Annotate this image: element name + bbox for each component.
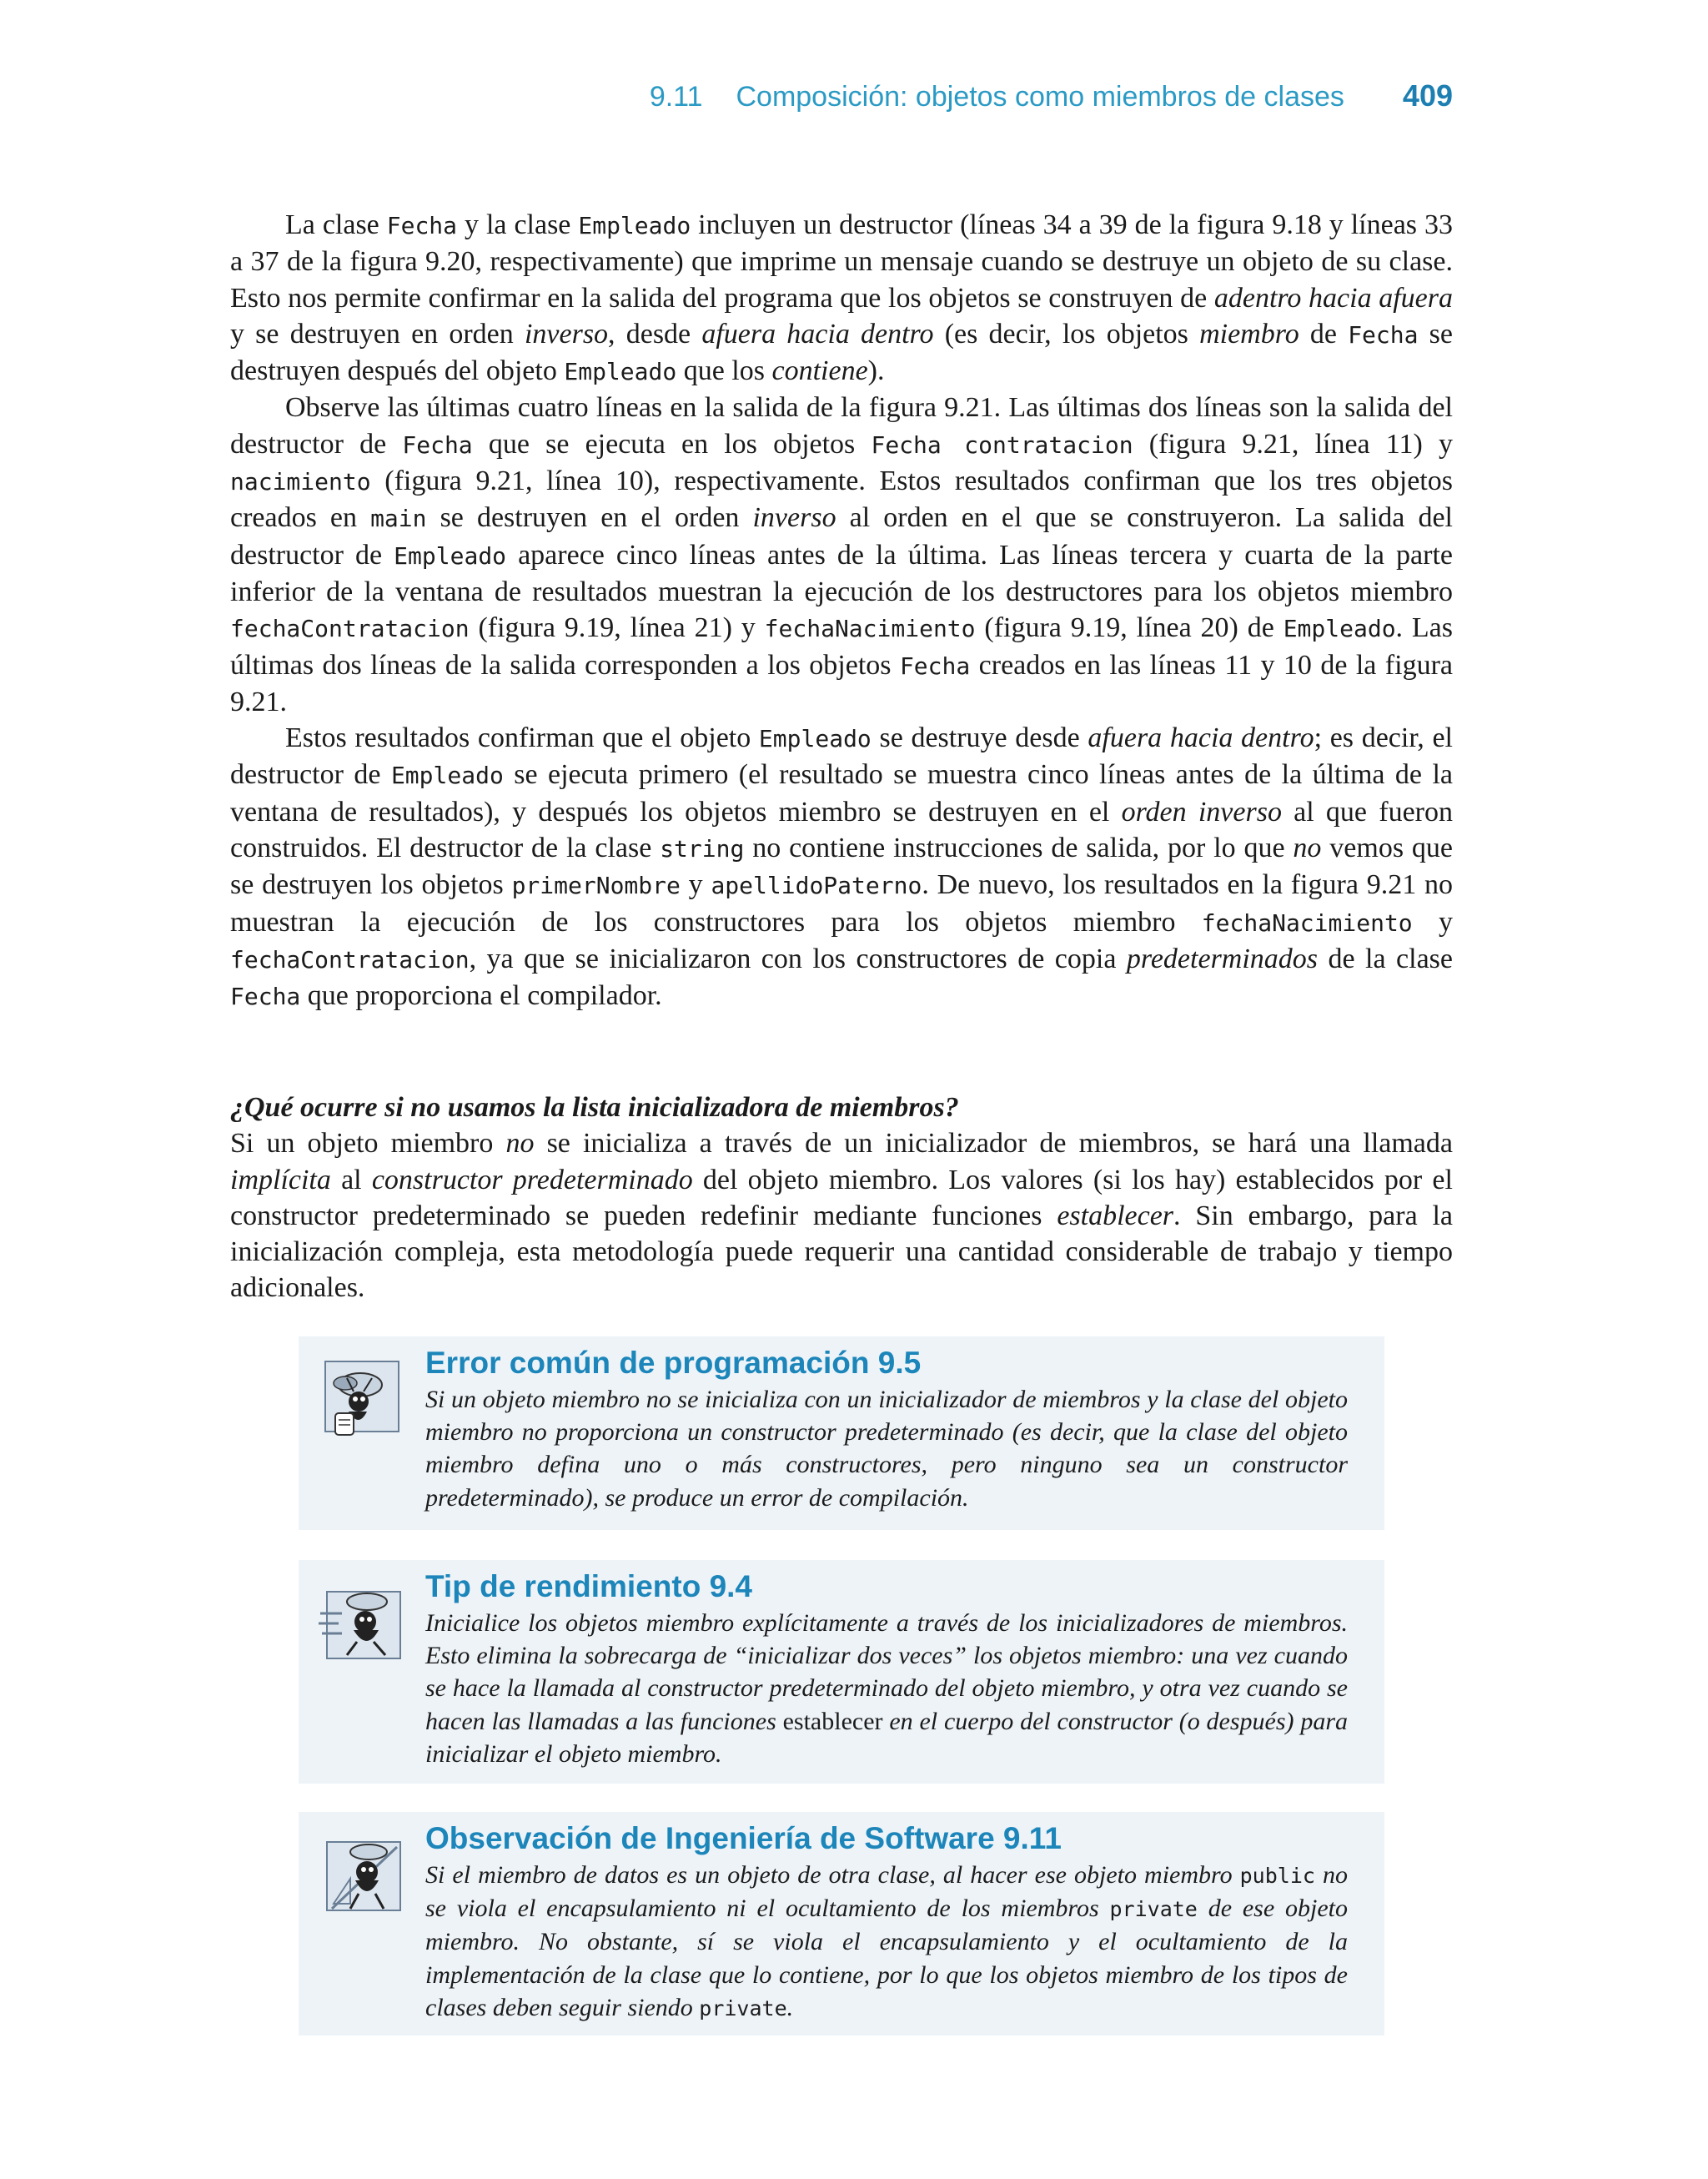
text-run: Observe las últimas cuatro líneas en la salida de la figura 9.21. Las últimas dos líneas son la salida del destructor de: [230, 392, 1453, 460]
emphasis: contiene: [771, 355, 868, 387]
text-run: no se viola el encapsulamiento ni el ocultamiento de los miembros: [425, 1861, 1348, 1923]
text-run: aparece cinco líneas antes de la última. Las líneas tercera y cuarta de la parte inferior de la ventana de resultados muestran la ejecución de los destructores para los objetos miembro: [230, 539, 1453, 607]
bug-drafting-icon: [317, 1829, 409, 1920]
code-term: Fecha: [402, 430, 473, 459]
tip-box-common-error: [299, 1336, 1384, 1530]
emphasis: afuera hacia dentro: [701, 318, 934, 350]
text-run: vemos que se destruyen los objetos: [230, 833, 1454, 901]
paragraph: [230, 207, 1453, 390]
tip-title: Tip de rendimiento 9.4: [425, 1569, 753, 1603]
code-term: main: [370, 505, 427, 533]
emphasis: predeterminados: [1126, 943, 1319, 974]
emphasis: adentro hacia afuera: [1213, 282, 1454, 314]
emphasis: inverso: [752, 502, 836, 534]
emphasis: afuera hacia dentro: [1088, 722, 1314, 754]
text-run: al: [330, 1164, 372, 1195]
text-run: creados en las líneas 11 y 10 de la figura 9.21.: [230, 649, 1453, 717]
text-run: Si un objeto miembro: [230, 1128, 506, 1160]
code-term: fechaNacimiento: [1201, 908, 1413, 937]
text-run: . De nuevo, los resultados en la figura 9.21 no muestran la ejecución de los constructores para los objetos miembro: [230, 869, 1453, 938]
code-term: fechaContratacion: [230, 615, 470, 643]
tip-box-software-engineering: [299, 1812, 1384, 2036]
code-term: Fecha: [1348, 320, 1419, 349]
text-run: se destruyen después del objeto: [230, 318, 1453, 387]
text-run: al que fueron construidos. El destructor de la clase: [230, 796, 1453, 864]
text-run: Estos resultados confirman que el objeto: [285, 722, 759, 754]
text-run: y se destruyen en orden: [230, 318, 525, 350]
text-run: Si un objeto miembro no se inicializa con un inicializador de miembros y la clase del objeto miembro no proporciona un constructor predeterminado (es decir, que la clase del objeto miembro defina uno o más constructores, pero ninguno sea un constructor predeterminado), se produce un error de compilación.: [425, 1386, 1348, 1512]
text-run: que se ejecuta en los objetos: [472, 428, 872, 460]
emphasis: inverso: [524, 318, 609, 350]
text-run: (figura 9.21, línea 10), respectivamente. Estos resultados confirman que los tres objetos creados en: [230, 465, 1453, 534]
paragraph: [230, 720, 1453, 1014]
emphasis: miembro: [1199, 318, 1299, 350]
text-run: (figura 9.19, línea 21) y: [469, 612, 765, 644]
code-term: private: [1109, 1897, 1198, 1922]
tip-body: [425, 1859, 1348, 2025]
text-run: y la clase: [457, 209, 579, 240]
text-run: Si el miembro de datos es un objeto de otra clase, al hacer ese objeto miembro: [425, 1861, 1240, 1889]
text-run: de ese objeto miembro. No obstante, sí se viola el encapsulamiento y el ocultamiento de la implementación de la clase que lo contiene, por lo que los objetos miembro de los tipos de clases deben seguir siendo: [425, 1895, 1348, 2021]
text-run: (figura 9.19, línea 20) de: [975, 612, 1284, 644]
code-term: Fecha: [230, 983, 301, 1011]
text-run: (es decir, los objetos: [933, 318, 1200, 350]
bug-thumbs-down-icon: [317, 1353, 409, 1445]
text-run: de la clase: [1318, 943, 1453, 974]
emphasis: no: [505, 1128, 535, 1160]
tip-body: [425, 1607, 1348, 1770]
text-run: ).: [867, 355, 885, 387]
text-run: La clase: [285, 209, 387, 240]
tip-title: Observación de Ingeniería de Software 9.11: [425, 1821, 1062, 1855]
emphasis: orden inverso: [1121, 796, 1282, 828]
emphasis: implícita: [230, 1164, 331, 1195]
code-term: nacimiento: [230, 468, 371, 496]
text-run: . Las últimas dos líneas de la salida corresponden a los objetos: [230, 612, 1453, 681]
text-run: al orden en el que se construyeron. La salida del destructor de: [230, 502, 1453, 571]
code-term: Empleado: [394, 541, 507, 570]
text-run: . Sin embargo, para la inicialización compleja, esta metodología puede requerir una cantidad considerable de trabajo y tiempo adicionales.: [230, 1200, 1454, 1304]
code-term: Empleado: [1283, 615, 1396, 643]
text-run: incluyen un destructor (líneas 34 a 39 de la figura 9.18 y líneas 33 a 37 de la figura 9.20, respectivamente) que imprime un mensaje cuando se destruye un objeto de su clase. Esto nos permite confirmar en la salida del programa que los objetos se construyen de: [230, 209, 1453, 314]
code-term: Empleado: [564, 358, 677, 386]
text-run: ; es decir, el destructor de: [230, 722, 1453, 791]
code-term: apellidoPaterno: [711, 872, 922, 900]
subsection-title: ¿Qué ocurre si no usamos la lista inicializadora de miembros?: [230, 1092, 959, 1123]
code-term: Fecha: [386, 212, 458, 239]
text-run: y: [1412, 906, 1453, 938]
code-term: Fecha: [899, 652, 971, 680]
code-term: Fecha contratacion: [871, 430, 1133, 459]
tip-body: [425, 1383, 1348, 1514]
code-term: Empleado: [390, 762, 504, 790]
upright-term: establecer: [782, 1707, 883, 1735]
text-run: de: [1299, 318, 1349, 350]
text-run: en el cuerpo del constructor (o después) para inicializar el objeto miembro.: [425, 1707, 1348, 1768]
page-number: 409: [1402, 78, 1453, 113]
text-run: se inicializa a través de un inicializador de miembros, se hará una llamada: [534, 1128, 1453, 1160]
section-number: 9.11: [649, 81, 703, 113]
text-run: que los: [676, 355, 772, 387]
main-text: [230, 207, 1453, 1015]
text-run: no contiene instrucciones de salida, por lo que: [744, 833, 1294, 864]
tip-box-performance: [299, 1560, 1384, 1784]
code-term: Empleado: [578, 212, 691, 239]
text-run: .: [786, 1993, 794, 2021]
code-term: string: [660, 835, 745, 863]
paragraph: [230, 390, 1453, 720]
text-run: se destruye desde: [871, 722, 1088, 754]
text-run: del objeto miembro. Los valores (si los hay) establecidos por el constructor predeterminado se pueden redefinir mediante funciones: [230, 1164, 1453, 1231]
running-header: [0, 78, 1453, 113]
code-term: fechaContratacion: [230, 945, 470, 974]
code-term: Empleado: [758, 725, 872, 753]
text-run: (figura 9.21, línea 11) y: [1133, 428, 1454, 460]
tip-title: Error común de programación 9.5: [425, 1346, 922, 1380]
text-run: que proporciona el compilador.: [300, 980, 662, 1012]
code-term: private: [699, 1995, 787, 2020]
code-term: public: [1239, 1864, 1315, 1888]
text-run: se destruyen en el orden: [426, 502, 753, 534]
subsection-body: [230, 1125, 1453, 1306]
text-run: , desde: [608, 318, 702, 350]
emphasis: no: [1293, 833, 1322, 864]
text-run: , ya que se inicializaron con los constructores de copia: [469, 943, 1127, 974]
subsection: [230, 1090, 1453, 1306]
text-run: se ejecuta primero (el resultado se muestra cinco líneas antes de la última de la ventana de resultados), y después los objetos miembro se destruyen en el: [230, 759, 1453, 828]
bug-speed-icon: [317, 1577, 409, 1668]
code-term: primerNombre: [511, 872, 681, 900]
emphasis: establecer: [1057, 1200, 1174, 1231]
text-run: Inicialice los objetos miembro explícitamente a través de los inicializadores de miembros. Esto elimina la sobrecarga de “inicializar dos veces” los objetos miembro: una vez cuando se hace la llamada al constructor predeterminado del objeto miembro, y otra vez cuando se hacen las llamadas a las funciones: [425, 1609, 1348, 1735]
text-run: y: [680, 869, 711, 901]
emphasis: constructor predeterminado: [371, 1164, 693, 1195]
code-term: fechaNacimiento: [764, 615, 976, 643]
section-title: Composición: objetos como miembros de clases: [736, 81, 1344, 113]
